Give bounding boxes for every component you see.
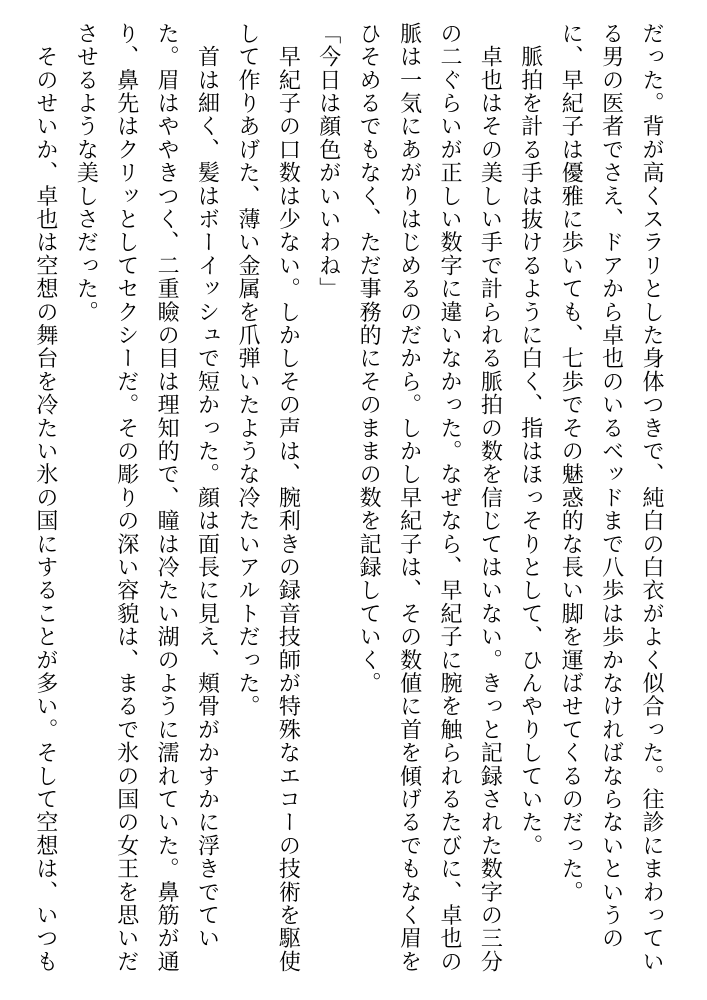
text-line: 卓也はその美しい手で計られる脈拍の数を信じてはいない。きっと記録された数字の三分 [477,22,503,974]
text-line: そのせいか、卓也は空想の舞台を冷たい氷の国にすることが多い。そして空想は、いつも [32,22,58,974]
text-line: 脈は一気にあがりはじめるのだから。しかし早紀子は、その数値に首を傾げるでもなく眉を [396,22,422,974]
text-line: 首は細く、髪はボーイッシュで短かった。顔は面長に見え、頬骨がかすかに浮きでてい [194,22,220,950]
text-line: り、鼻先はクリッとしてセクシーだ。その彫りの深い容貌は、まるで氷の国の女王を思いだ [113,22,139,974]
text-line: に、早紀子は優雅に歩いても、七歩でその魅惑的な長い脚を運ばせてくるのだった。 [558,22,584,904]
text-line: 脈拍を計る手は抜けるように白く、指はほっそりとして、ひんやりしていた。 [517,22,543,858]
vertical-text-body [25,22,672,982]
text-line: た。眉はややきつく、二重瞼の目は理知的で、瞳は冷たい湖のように濡れていた。鼻筋が通 [154,22,180,974]
dialogue-line: 「今日は顔色がいいわね」 [315,22,341,301]
text-line: ひそめるでもなく、ただ事務的にそのままの数を記録していく。 [356,22,382,695]
text-line: の二ぐらいが正しい数字に違いなかった。なぜなら、早紀子に腕を触られるたびに、卓也の [436,22,462,974]
text-line: して作りあげた、薄い金属を爪弾いたような冷たいアルトだった。 [234,22,260,718]
text-line: る男の医者でさえ、ドアから卓也のいるベッドまで八歩は歩かなければならないというの [598,22,624,950]
text-line: させるような美しさだった。 [73,22,99,324]
text-line: 早紀子の口数は少ない。しかしその声は、腕利きの録音技師が特殊なエコーの技術を駆使 [275,22,301,974]
text-line: だった。背が高くスラリとした身体つきで、純白の白衣がよく似合った。往診にまわってい [639,22,664,974]
